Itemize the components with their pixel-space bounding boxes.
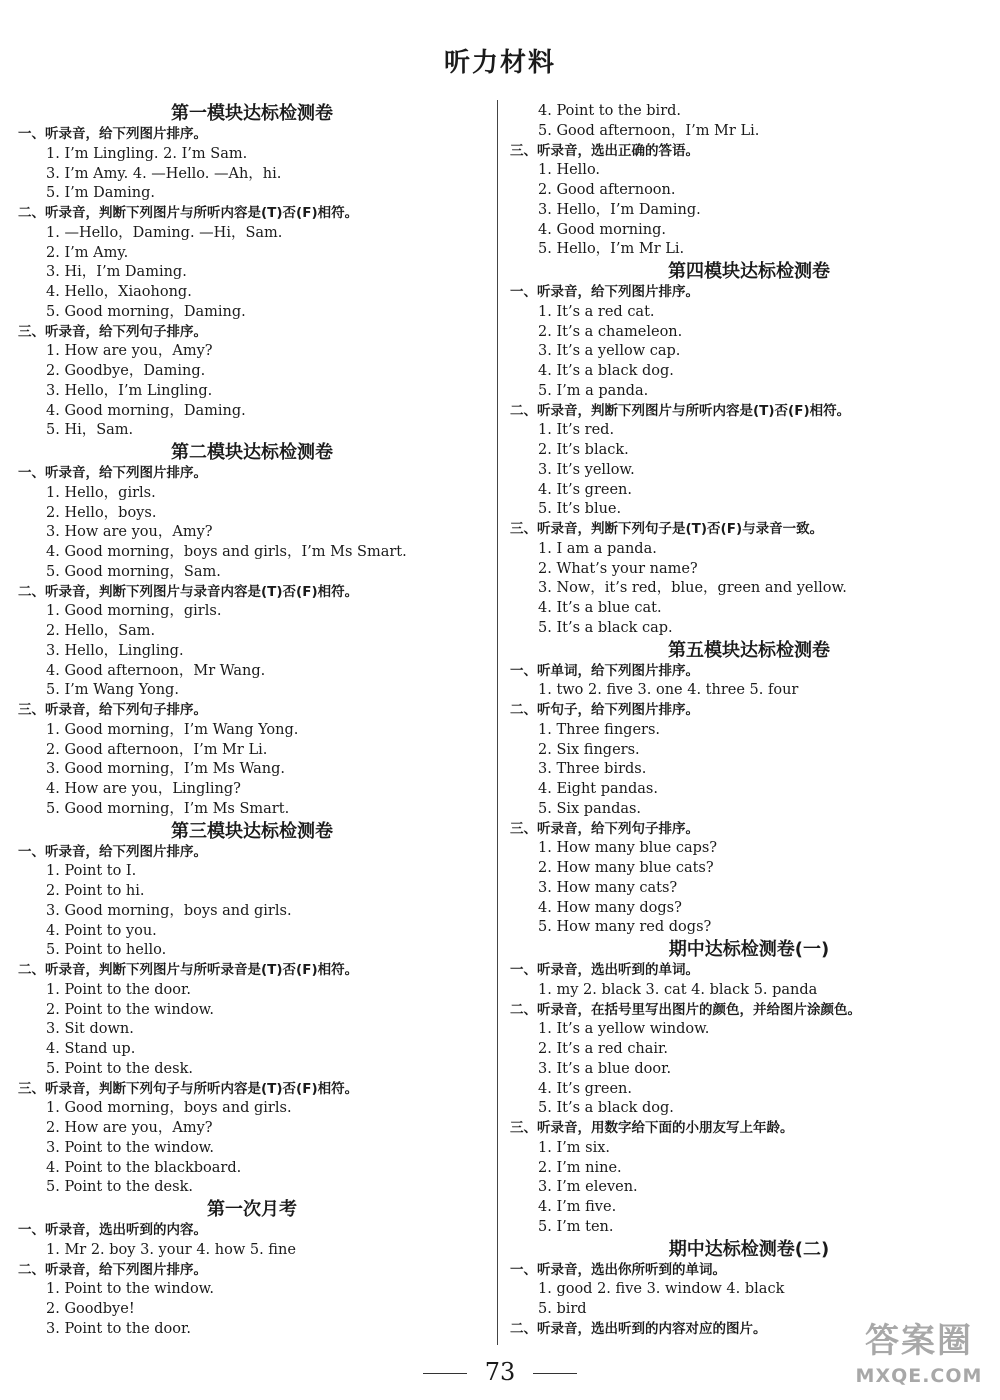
transcript-line: 3. It’s yellow. xyxy=(538,461,635,478)
section-heading: 期中达标检测卷(二) xyxy=(668,1238,830,1260)
transcript-line: 3. Point to the window. xyxy=(46,1139,214,1156)
transcript-line: 1. Good morning，I’m Wang Yong. xyxy=(46,721,299,738)
section-heading: 第一模块达标检测卷 xyxy=(171,103,333,124)
transcript-line: 4. Good afternoon，Mr Wang. xyxy=(46,662,266,679)
question-instruction: 二、听录音，判断下列图片与所听录音是(T)否(F)相符。 xyxy=(18,962,359,978)
transcript-line: 3. Good morning，boys and girls. xyxy=(46,902,292,919)
transcript-line: 5. How many red dogs? xyxy=(538,919,712,936)
watermark-main-text: 答案圈 xyxy=(865,1321,973,1361)
transcript-line: 1. How are you，Amy? xyxy=(46,343,213,360)
question-instruction: 二、听句子，给下列图片排序。 xyxy=(510,702,699,718)
transcript-line: 3. I’m Amy. 4. —Hello. —Ah，hi. xyxy=(46,165,282,182)
transcript-line: 5. Six pandas. xyxy=(538,800,642,817)
question-instruction: 三、听录音，选出正确的答语。 xyxy=(510,142,699,159)
transcript-line: 4. I’m five. xyxy=(538,1199,617,1215)
transcript-line: 3. How many cats? xyxy=(538,879,678,896)
transcript-line: 4. How many dogs? xyxy=(538,899,682,916)
question-instruction: 一、听录音，给下列图片排序。 xyxy=(510,284,699,300)
transcript-line: 3. Hello，I’m Daming. xyxy=(538,201,701,218)
transcript-line: 1. Mr 2. boy 3. your 4. how 5. fine xyxy=(46,1241,296,1258)
transcript-line: 3. I’m eleven. xyxy=(538,1179,638,1196)
transcript-line: 1. good 2. five 3. window 4. black xyxy=(538,1281,785,1298)
transcript-line: 5. It’s a black dog. xyxy=(538,1100,674,1117)
transcript-line: 5. It’s blue. xyxy=(538,501,622,518)
transcript-line: 1. Hello. xyxy=(538,162,601,179)
transcript-line: 2. It’s a chameleon. xyxy=(538,323,683,340)
transcript-line: 4. Hello，Xiaohong. xyxy=(46,284,192,300)
transcript-line: 1. Good morning，girls. xyxy=(46,603,222,620)
section-heading: 期中达标检测卷(一) xyxy=(668,939,830,960)
transcript-line: 1. It’s a red cat. xyxy=(538,303,655,320)
transcript-line: 3. Point to the door. xyxy=(46,1320,191,1337)
transcript-line: 5. I’m Daming. xyxy=(46,185,156,202)
transcript-line: 4. Good morning. xyxy=(538,221,666,238)
question-instruction: 二、听录音，给下列图片排序。 xyxy=(18,1261,207,1278)
transcript-line: 2. Hello，Sam. xyxy=(46,623,156,639)
transcript-line: 1. Good morning，boys and girls. xyxy=(46,1100,292,1117)
question-instruction: 一、听录音，选出你所听到的单词。 xyxy=(510,1261,726,1278)
transcript-line: 3. How are you，Amy? xyxy=(46,524,213,541)
question-instruction: 三、听录音，给下列句子排序。 xyxy=(510,820,699,837)
question-instruction: 三、听录音，判断下列句子与所听内容是(T)否(F)相符。 xyxy=(18,1080,359,1097)
transcript-line: 5. Good afternoon，I’m Mr Li. xyxy=(538,122,760,139)
transcript-line: 2. Six fingers. xyxy=(538,741,640,758)
right-column xyxy=(510,102,988,1340)
question-instruction: 一、听录音，给下列图片排序。 xyxy=(18,843,207,860)
transcript-line: 3. Hello，Lingling. xyxy=(46,642,184,659)
question-instruction: 二、听录音，判断下列图片与录音内容是(T)否(F)相符。 xyxy=(18,583,359,600)
transcript-line: 3. Three birds. xyxy=(538,761,647,778)
transcript-line: 3. Now，it’s red，blue，green and yellow. xyxy=(538,580,847,597)
transcript-line: 2. Point to hi. xyxy=(46,883,145,899)
transcript-line: 5. Point to the desk. xyxy=(46,1179,193,1196)
transcript-line: 2. Goodbye，Daming. xyxy=(46,363,206,379)
transcript-line: 4. Stand up. xyxy=(46,1041,136,1057)
transcript-line: 1. Three fingers. xyxy=(538,721,661,738)
question-instruction: 二、听录音，判断下列图片与所听内容是(T)否(F)相符。 xyxy=(510,402,851,419)
question-instruction: 一、听录音，选出听到的单词。 xyxy=(510,962,699,978)
transcript-line: 4. Point to you. xyxy=(46,922,157,939)
section-heading: 第三模块达标检测卷 xyxy=(171,820,333,842)
transcript-line: 4. Good morning，boys and girls，I’m Ms Smart. xyxy=(46,544,407,560)
transcript-line: 4. Point to the blackboard. xyxy=(46,1159,242,1176)
transcript-line: 1. Point to the window. xyxy=(46,1281,214,1298)
transcript-line: 2. Hello，boys. xyxy=(46,504,157,521)
transcript-line: 5. Good morning，Sam. xyxy=(46,563,221,580)
transcript-line: 1. It’s red. xyxy=(538,422,615,439)
transcript-line: 4. Eight pandas. xyxy=(538,781,658,797)
transcript-line: 5. Good morning，I’m Ms Smart. xyxy=(46,800,290,817)
question-instruction: 一、听录音，选出听到的内容。 xyxy=(18,1222,207,1238)
transcript-line: 1. —Hello，Daming. —Hi，Sam. xyxy=(46,224,283,241)
transcript-line: 5. Hi，Sam. xyxy=(46,422,134,439)
transcript-line: 5. Good morning，Daming. xyxy=(46,303,246,320)
question-instruction: 一、听录音，给下列图片排序。 xyxy=(18,126,207,142)
transcript-line: 4. Point to the bird. xyxy=(538,103,682,119)
question-instruction: 三、听录音，用数字给下面的小朋友写上年龄。 xyxy=(510,1120,794,1136)
footer-dash-right xyxy=(533,1373,577,1374)
transcript-line: 3. Sit down. xyxy=(46,1021,134,1038)
transcript-line: 1. I am a panda. xyxy=(538,540,657,557)
transcript-line: 2. Good afternoon. xyxy=(538,182,676,198)
left-column xyxy=(18,102,486,1340)
transcript-line: 1. my 2. black 3. cat 4. black 5. panda xyxy=(538,981,818,998)
transcript-line: 2. I’m nine. xyxy=(538,1159,622,1176)
transcript-line: 4. It’s green. xyxy=(538,481,632,498)
transcript-line: 5. It’s a black cap. xyxy=(538,619,673,636)
transcript-line: 2. How are you，Amy? xyxy=(46,1120,213,1136)
transcript-line: 5. I’m ten. xyxy=(538,1218,614,1235)
transcript-line: 1. How many blue caps? xyxy=(538,840,718,857)
transcript-line: 2. I’m Amy. xyxy=(46,244,129,261)
transcript-line: 5. Point to the desk. xyxy=(46,1060,193,1077)
question-instruction: 三、听录音，给下列句子排序。 xyxy=(18,323,207,340)
page-number: 73 xyxy=(484,1358,516,1386)
transcript-line: 3. Hello，I’m Lingling. xyxy=(46,382,213,399)
transcript-line: 1. Point to the door. xyxy=(46,981,191,998)
transcript-line: 5. Point to hello. xyxy=(46,942,167,959)
transcript-line: 5. I’m Wang Yong. xyxy=(46,682,179,699)
transcript-line: 4. Good morning，Daming. xyxy=(46,402,246,419)
section-heading: 第四模块达标检测卷 xyxy=(668,261,830,282)
transcript-line: 1. I’m Lingling. 2. I’m Sam. xyxy=(46,145,248,162)
section-heading: 第二模块达标检测卷 xyxy=(171,442,333,463)
column-divider xyxy=(497,100,498,1345)
question-instruction: 二、听录音，判断下列图片与所听内容是(T)否(F)相符。 xyxy=(18,205,359,221)
transcript-line: 3. It’s a blue door. xyxy=(538,1060,672,1077)
transcript-line: 3. It’s a yellow cap. xyxy=(538,343,681,360)
transcript-line: 2. Point to the window. xyxy=(46,1001,214,1018)
transcript-line: 4. It’s a blue cat. xyxy=(538,600,662,616)
transcript-line: 2. It’s a red chair. xyxy=(538,1041,669,1057)
question-instruction: 二、听录音，在括号里写出图片的颜色，并给图片涂颜色。 xyxy=(510,1001,861,1018)
transcript-line: 1. Hello，girls. xyxy=(46,484,156,501)
transcript-line: 5. I’m a panda. xyxy=(538,382,649,399)
section-heading: 第一次月考 xyxy=(207,1199,297,1220)
question-instruction: 三、听录音，给下列句子排序。 xyxy=(18,702,207,718)
transcript-line: 1. Point to I. xyxy=(46,863,137,880)
transcript-line: 2. What’s your name? xyxy=(538,560,698,577)
page-title: 听力材料 xyxy=(443,48,556,78)
transcript-line: 1. two 2. five 3. one 4. three 5. four xyxy=(538,682,799,699)
transcript-line: 2. Goodbye! xyxy=(46,1301,135,1317)
transcript-line: 4. It’s a black dog. xyxy=(538,363,674,379)
transcript-line: 4. It’s green. xyxy=(538,1080,632,1097)
question-instruction: 三、听录音，判断下列句子是(T)否(F)与录音一致。 xyxy=(510,521,824,537)
transcript-line: 2. How many blue cats? xyxy=(538,860,714,876)
transcript-line: 5. Hello，I’m Mr Li. xyxy=(538,241,685,258)
watermark-logo xyxy=(844,1318,994,1396)
transcript-line: 2. Good afternoon，I’m Mr Li. xyxy=(46,741,268,758)
transcript-line: 3. Hi，I’m Daming. xyxy=(46,264,187,281)
question-instruction: 一、听录音，给下列图片排序。 xyxy=(18,465,207,481)
section-heading: 第五模块达标检测卷 xyxy=(668,639,830,661)
transcript-line: 2. It’s black. xyxy=(538,442,629,458)
transcript-line: 5. bird xyxy=(538,1301,587,1317)
transcript-line: 1. I’m six. xyxy=(538,1139,611,1156)
transcript-line: 4. How are you，Lingling? xyxy=(46,781,241,797)
transcript-line: 1. It’s a yellow window. xyxy=(538,1021,710,1038)
footer-dash-left xyxy=(423,1373,467,1374)
watermark-sub-text: MXQE.COM xyxy=(855,1365,983,1387)
question-instruction: 一、听单词，给下列图片排序。 xyxy=(510,662,699,679)
question-instruction: 二、听录音，选出听到的内容对应的图片。 xyxy=(510,1320,767,1337)
transcript-line: 3. Good morning，I’m Ms Wang. xyxy=(46,761,285,778)
